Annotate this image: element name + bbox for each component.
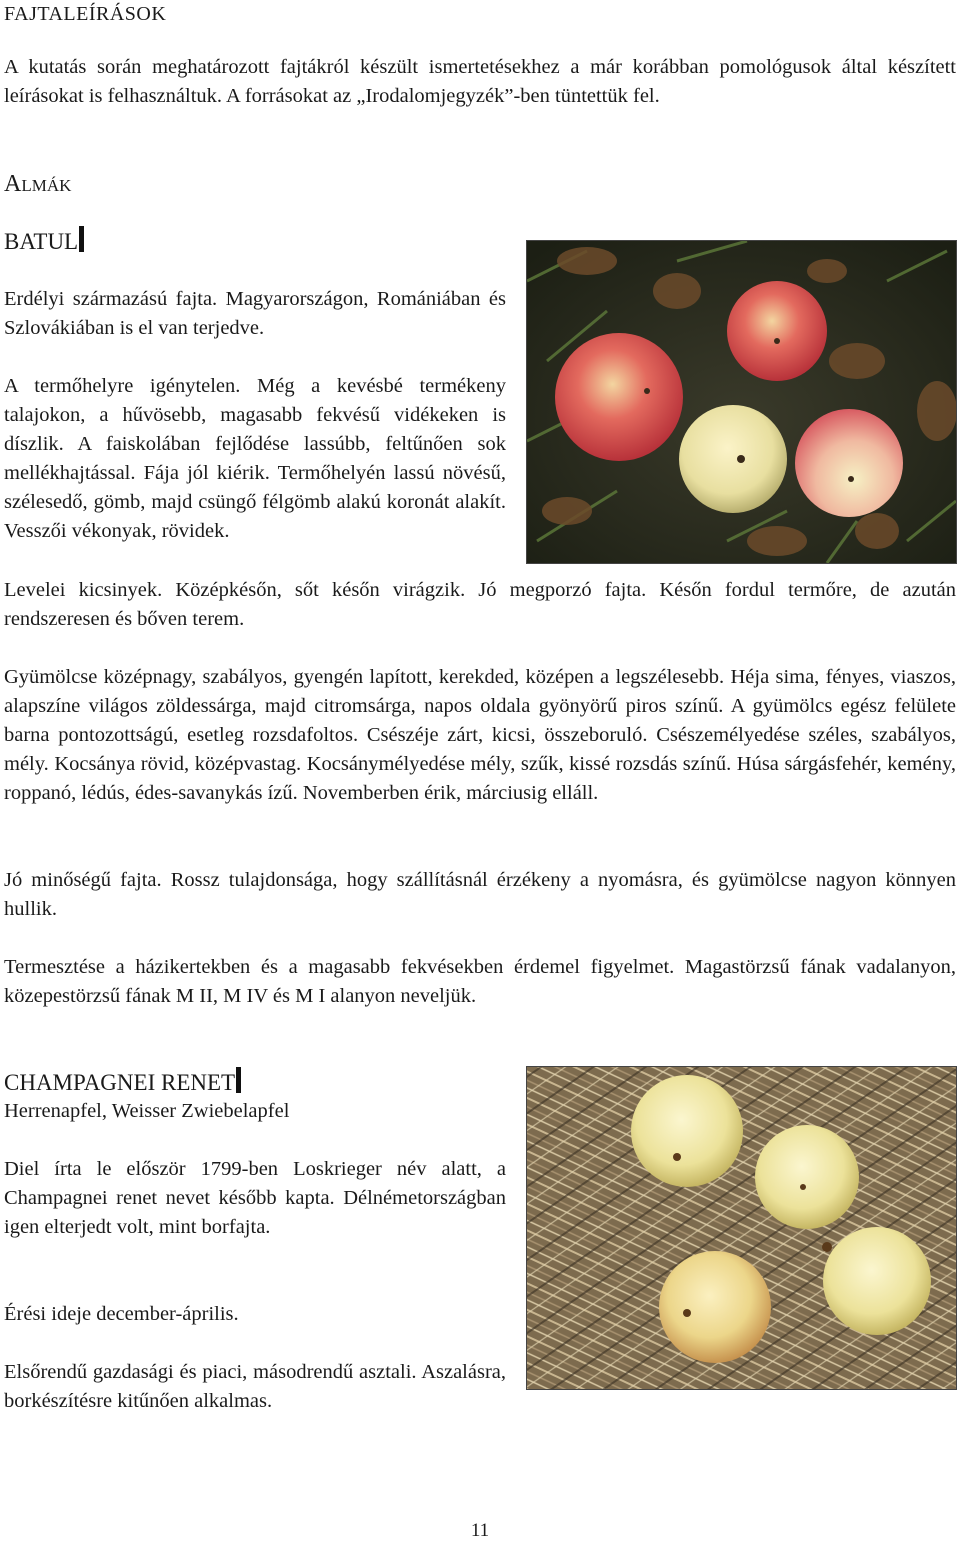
champagnei-apples-photo [526,1066,957,1390]
champagnei-ripening-paragraph: Érési ideje december-április. [4,1303,239,1325]
champagnei-synonyms: Herrenapfel, Weisser Zwiebelapfel [4,1100,290,1122]
section-title-initial: A [4,171,22,197]
batul-fruit-paragraph: Gyümölcse középnagy, szabályos, gyengén lapított, kerekded, középen a legszélesebb. Héja sima, fényes, viaszos, alapszíne világos zöldessárga, majd citromsárga, napos oldala gyönyörű piros színű. A gyümölcs egész felülete barna pontozottságú, esetleg rozsdafoltos. Csészéje zárt, kicsi, összeboruló. Csészemélyedése széles, szabályos, mély. Kocsánya rövid, középvastag. Kocsánymélyedése mély, szűk, kissé rozsdás színű. Húsa sárgásfehér, kemény, roppanó, lédús, édes-savanykás ízű. Novemberben érik, márciusig elláll. [4,666,956,804]
batul-growth-paragraph: A termőhelyre igénytelen. Még a kevésbé termékeny talajokon, a hűvösebb, magasabb fekvésű vidékeken is díszlik. A faiskolában fejlődése lassúbb, feltűnően sok mellékhajtással. Fája jól kiérik. Termőhelyén lassú növésű, szélesedő, gömb, majd csüngő félgömb alakú koronát alakít. Vesszői vékonyak, rövidek. [4,375,506,542]
variety-title-batul: BATUL [4,226,84,256]
batul-growth-paragraph-cont: Levelei kicsinyek. Középkésőn, sőt későn virágzik. Jó megporzó fajta. Későn fordul termőre, de azután rendszeresen és bőven terem. [4,579,956,630]
change-marker [236,1067,241,1093]
batul-cultivation-paragraph: Termesztése a házikertekben és a magasabb fekvésekben érdemel figyelmet. Magastörzsű fának vadalanyon, közepestörzsű fának M II, M IV és M I alanyon neveljük. [4,956,956,1007]
variety-title-champagnei-renet: CHAMPAGNEI RENET [4,1067,241,1097]
champagnei-use-paragraph: Elsőrendű gazdasági és piaci, másodrendű asztali. Aszalásra, borkészítésre kitűnően alkalmas. [4,1361,506,1412]
page-header: FAJTALEÍRÁSOK [4,3,167,25]
batul-quality-paragraph: Jó minőségű fajta. Rossz tulajdonsága, hogy szállításnál érzékeny a nyomásra, és gyümölcse nagyon könnyen hullik. [4,869,956,920]
change-marker [79,226,84,252]
section-title [4,170,71,200]
batul-origin-paragraph: Erdélyi származású fajta. Magyarországon, Romániában és Szlovákiában is el van terjedve. [4,288,506,339]
champagnei-history-paragraph: Diel írta le először 1799-ben Loskrieger név alatt, a Champagnei renet nevet később kapta. Délnémetországban igen elterjedt volt, mint borfajta. [4,1158,506,1238]
batul-apples-photo [526,240,957,564]
section-title-rest: LMÁK [21,176,72,195]
page-number: 11 [470,1520,490,1541]
intro-paragraph: A kutatás során meghatározott fajtákról készült ismertetésekhez a már korábban pomológusok által készített leírásokat is felhasználtuk. A forrásokat az „Irodalomjegyzék”-ben tüntettük fel. [4,56,956,107]
